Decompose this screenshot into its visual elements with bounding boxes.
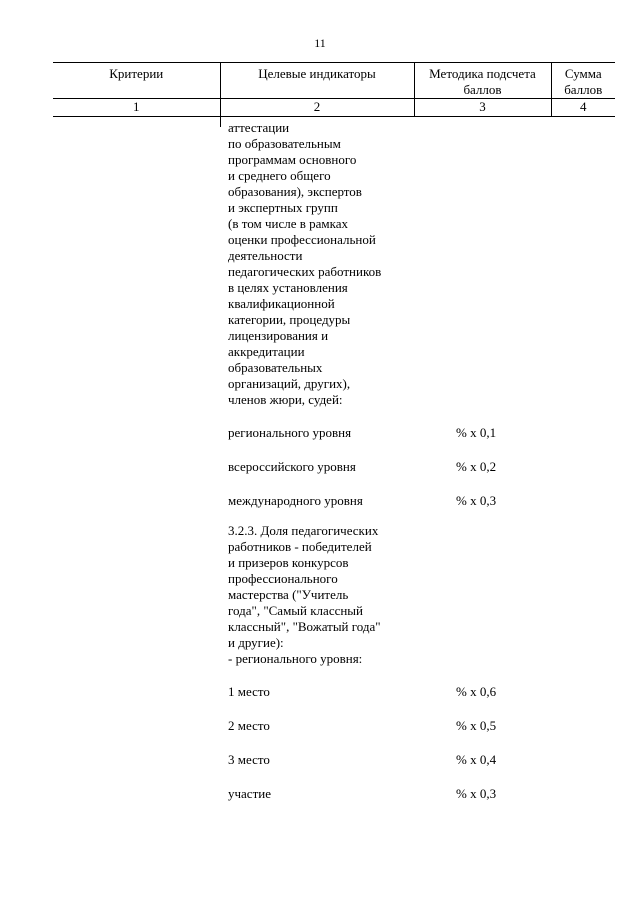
column-title-score: Сумма баллов xyxy=(551,63,615,99)
row-method: % х 0,3 xyxy=(456,786,497,801)
header-numbers-row xyxy=(53,99,615,117)
row-method: % х 0,6 xyxy=(456,684,497,699)
page-number: 11 xyxy=(314,36,326,50)
table-row xyxy=(228,424,608,441)
table-body xyxy=(228,120,608,802)
column-title-indicators: Целевые индикаторы xyxy=(220,63,414,99)
row-method: % х 0,4 xyxy=(456,752,497,767)
table-row xyxy=(228,717,608,734)
column-number-1: 1 xyxy=(53,99,220,117)
column-divider xyxy=(220,116,221,127)
header-titles-row xyxy=(53,63,615,99)
table-header xyxy=(53,62,615,117)
row-method: % х 0,5 xyxy=(456,718,497,733)
row-label: участие xyxy=(228,786,271,801)
indicator-text-b: 3.2.3. Доля педагогических работников - победителей и призеров конкурсов профессионального мастерства ("Учитель года", "Самый классный классный", "Вожатый года" и другие): - регионального уровня: xyxy=(228,523,381,666)
indicator-text-a: аттестации по образовательным программам основного и среднего общего образования), экспертов и экспертных групп (в том числе в рамках оценки профессиональной деятельности педагогических работников в целях установления квалификационной категории, процедуры лицензирования и аккредитации образовательных организаций, других), членов жюри, судей: xyxy=(228,120,382,407)
row-label: международного уровня xyxy=(228,493,363,508)
row-label: регионального уровня xyxy=(228,425,352,440)
table-row xyxy=(228,683,608,700)
row-method: % х 0,2 xyxy=(456,459,497,474)
table-row xyxy=(228,785,608,802)
row-label: всероссийского уровня xyxy=(228,459,356,474)
table-row xyxy=(228,751,608,768)
column-number-3: 3 xyxy=(414,99,551,117)
row-label: 3 место xyxy=(228,752,270,767)
table-row xyxy=(228,458,608,475)
row-method: % х 0,1 xyxy=(456,425,497,440)
row-label: 1 место xyxy=(228,684,270,699)
column-title-criteria: Критерии xyxy=(53,63,220,99)
column-title-method: Методика подсчета баллов xyxy=(414,63,551,99)
row-label: 2 место xyxy=(228,718,270,733)
column-number-4: 4 xyxy=(551,99,615,117)
table-row xyxy=(228,492,608,509)
row-method: % х 0,3 xyxy=(456,493,497,508)
column-number-2: 2 xyxy=(220,99,414,117)
